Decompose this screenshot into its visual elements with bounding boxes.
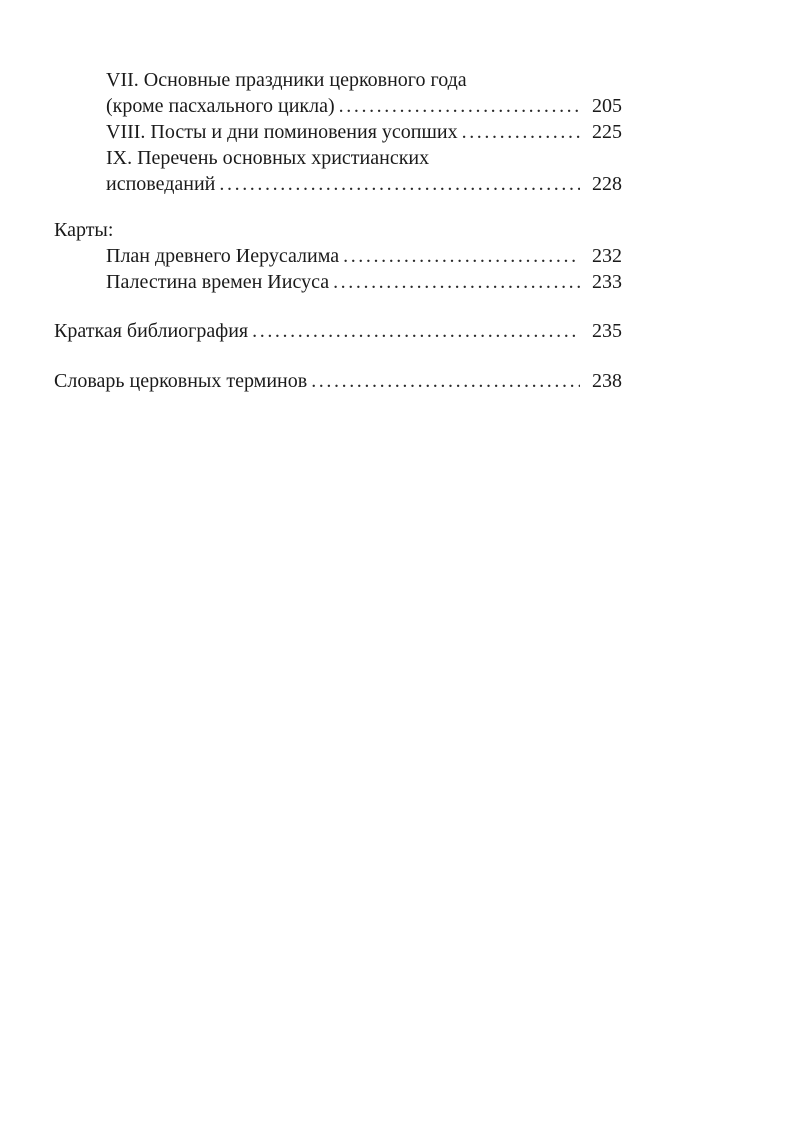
dot-leader [339,93,580,119]
dot-leader [462,119,580,145]
dot-leader [333,269,580,295]
toc-entry-vii-line1: VII. Основные праздники церковного года [106,69,467,91]
toc-entry-title: Краткая библиография [54,320,249,342]
toc-entry-map-1 [106,243,622,269]
toc-entry-title: Палестина времен Иисуса [106,271,330,293]
toc-entry-ix-line2: исповеданий [106,173,216,195]
toc-entry-title: План древнего Иерусалима [106,245,340,267]
toc-entry-title: VIII. Посты и дни поминовения усопших [106,121,458,143]
toc-page-number: 225 [592,121,622,143]
dot-leader [343,243,580,269]
toc-entry-title: Словарь церковных терминов [54,370,308,392]
toc-entry-vii [106,93,622,119]
toc-page-number: 233 [592,271,622,293]
toc-entry-viii [106,119,622,145]
dot-leader [311,368,580,394]
toc-entry-vii-line2: (кроме пасхального цикла) [106,95,335,117]
toc-entry-bibliography [54,318,622,344]
toc-entry-map-2 [106,269,622,295]
dot-leader [252,318,580,344]
maps-heading: Карты: [54,219,114,241]
dot-leader [219,171,580,197]
toc-entry-ix-line1: IX. Перечень основных христианских [106,147,430,169]
toc-page-number: 232 [592,245,622,267]
toc-entry-glossary [54,368,622,394]
toc-entry-ix [106,171,622,197]
toc-page-number: 235 [592,320,622,342]
toc-page-number: 228 [592,173,622,195]
toc-page-number: 238 [592,370,622,392]
toc-page-number: 205 [592,95,622,117]
